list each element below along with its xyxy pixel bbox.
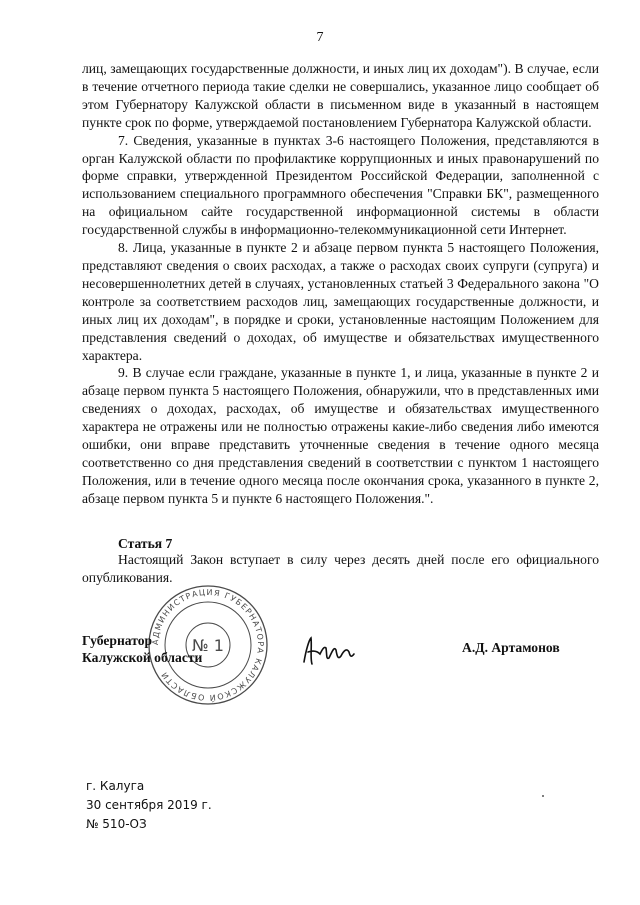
paragraph-continuation: лиц, замещающих государственные должности, и иных лиц их доходам"). В случае, если в течение отчетного периода такие сделки не совершались, указанное лицо сообщает об этом Губернатору Калужской области в письменном виде в указанный в настоящем пункте срок по форме, утверждаемой постановлением Губернатора Калужской области. [82, 61, 599, 130]
paragraph-item-9: 9. В случае если граждане, указанные в пункте 1, и лица, указанные в пункте 2 и абзаце первом пункта 5 настоящего Положения, обнаружили, что в представленных ими сведениях о доходах, расходах, об имуществе и обязательствах имущественного характера не отражены или не полностью отражены какие-либо сведения либо имеются ошибки, они вправе представить уточненные сведения в течение одного месяца соответственно со дня представления сведений в соответствии с пунктом 1 настоящего Положения, или в течение одного месяца после окончания срока, указанного в пункте 2, абзаце первом пункта 5 и пункте 6 настоящего Положения.". [82, 365, 599, 506]
seal-outer-text: АДМИНИСТРАЦИЯ ГУБЕРНАТОРА КАЛУЖСКОЙ ОБЛАСТИ [150, 587, 266, 703]
page-number: 7 [316, 30, 324, 45]
article-text: Настоящий Закон вступает в силу через десять дней после его официального опубликования. [82, 552, 599, 585]
scan-speck [542, 795, 544, 797]
article-heading: Статья 7 [118, 536, 173, 551]
paragraph-item-7: 7. Сведения, указанные в пунктах 3-6 настоящего Положения, представляются в орган Калужской области по профилактике коррупционных и иных правонарушений по форме справки, утвержденной Президентом Российской Федерации, заполненной с использованием специального программного обеспечения "Справки БК", размещенного на официальном сайте государственной информационной системы в области государственной службы в информационно-телекоммуникационной сети Интернет. [82, 132, 599, 238]
seal-number: № 1 [192, 636, 224, 655]
footer-date: 30 сентября 2019 г. [86, 798, 212, 812]
signatory-title [82, 632, 202, 666]
footer-law-number: № 510-ОЗ [86, 817, 147, 831]
footer-city: г. Калуга [86, 779, 145, 793]
law-footer [86, 777, 212, 834]
law-body [82, 60, 599, 508]
signatory-name: А.Д. Артамонов [462, 640, 560, 655]
signatory-title-line1: Губернатор [82, 633, 153, 648]
signatory-title-line2: Калужской области [82, 650, 203, 665]
handwritten-signature [300, 632, 360, 672]
paragraph-item-8: 8. Лица, указанные в пункте 2 и абзаце первом пункта 5 настоящего Положения, представляют сведения о своих расходах, а также о расходах своих супруги (супруга) и несовершеннолетних детей в случаях, установленных статьей 3 Федерального закона "О контроле за соответствием расходов лиц, замещающих государственные должности, и иных лиц их доходам", в порядке и сроки, установленные настоящим Положением для представления сведений о доходах, об имуществе и обязательствах имущественного характера. [82, 240, 599, 363]
